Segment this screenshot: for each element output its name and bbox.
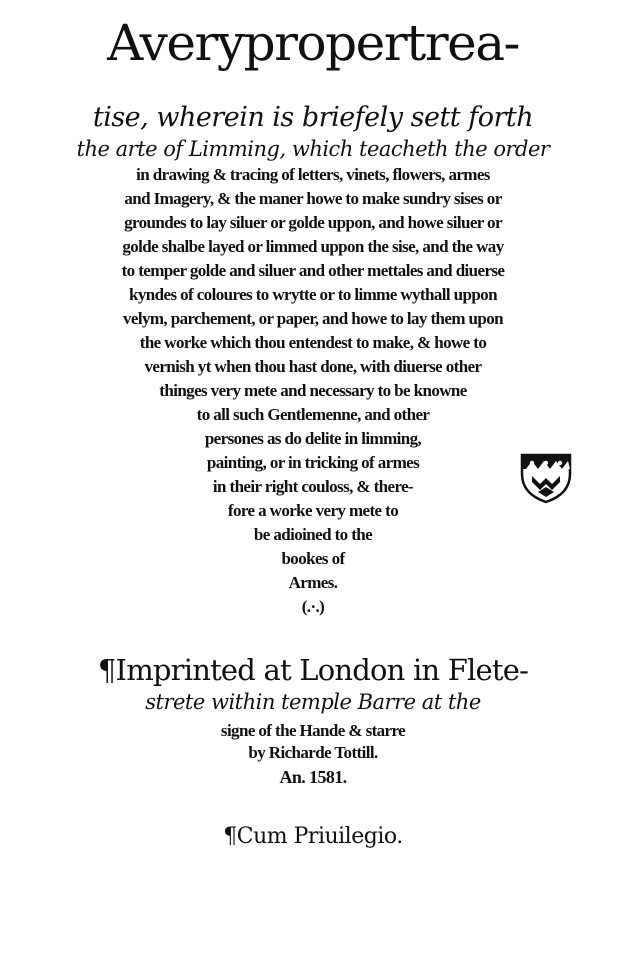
title-line-7: golde shalbe layed or limmed uppon the sise, and the way [122,237,504,256]
imprint-line-3: signe of the Hande & starre [220,721,406,740]
title-line-13: thinges very mete and necessary to be knowne [159,381,467,400]
coat-of-arms-shield-icon [518,452,574,504]
imprint-line-2: strete within temple Barre at the [145,690,481,714]
title-line-15: persones as do delite in limming, [204,429,422,448]
imprint-line-4: by Richarde Tottill. [248,743,378,762]
title-line-14: to all such Gentlemenne, and other [196,405,430,424]
title-line-17: in their right couloss, & there- [212,477,414,496]
imprint-date: An. 1581. [279,767,347,787]
title-line-11: the worke which thou entendest to make, & howe to [139,333,487,352]
title-line-4: in drawing & tracing of letters, vinets, flowers, armes [136,165,490,184]
title-line-5: and Imagery, & the maner howe to make sundry sises or [124,189,502,208]
privilege-line: ¶Cum Priuilegio. [223,824,403,849]
title-line-16: painting, or in tricking of armes [206,453,420,472]
title-line-8: to temper golde and siluer and other mettales and diuerse [121,261,505,280]
title-line-20: bookes of [281,549,345,568]
fleuron-ornament: (.·.) [301,597,325,616]
title-line-12: vernish yt when thou hast done, with diuerse other [144,357,482,376]
title-line-9: kyndes of coloures to wrytte or to limme wythall uppon [129,285,497,304]
imprint-line-1: ¶Imprinted at London in Flete- [97,653,529,687]
title-line-6: groundes to lay siluer or golde uppon, and howe siluer or [124,213,502,232]
title-line-10: velym, parchement, or paper, and howe to lay them upon [122,309,504,328]
title-line-3: the arte of Limming, which teacheth the order [76,137,550,161]
title-line-21: Armes. [288,573,338,592]
title-line-1: Averypropertrea- [107,14,519,72]
title-line-19: be adioined to the [253,525,373,544]
title-line-2: tise, wherein is briefely sett forth [92,102,534,133]
title-line-18: fore a worke very mete to [227,501,399,520]
